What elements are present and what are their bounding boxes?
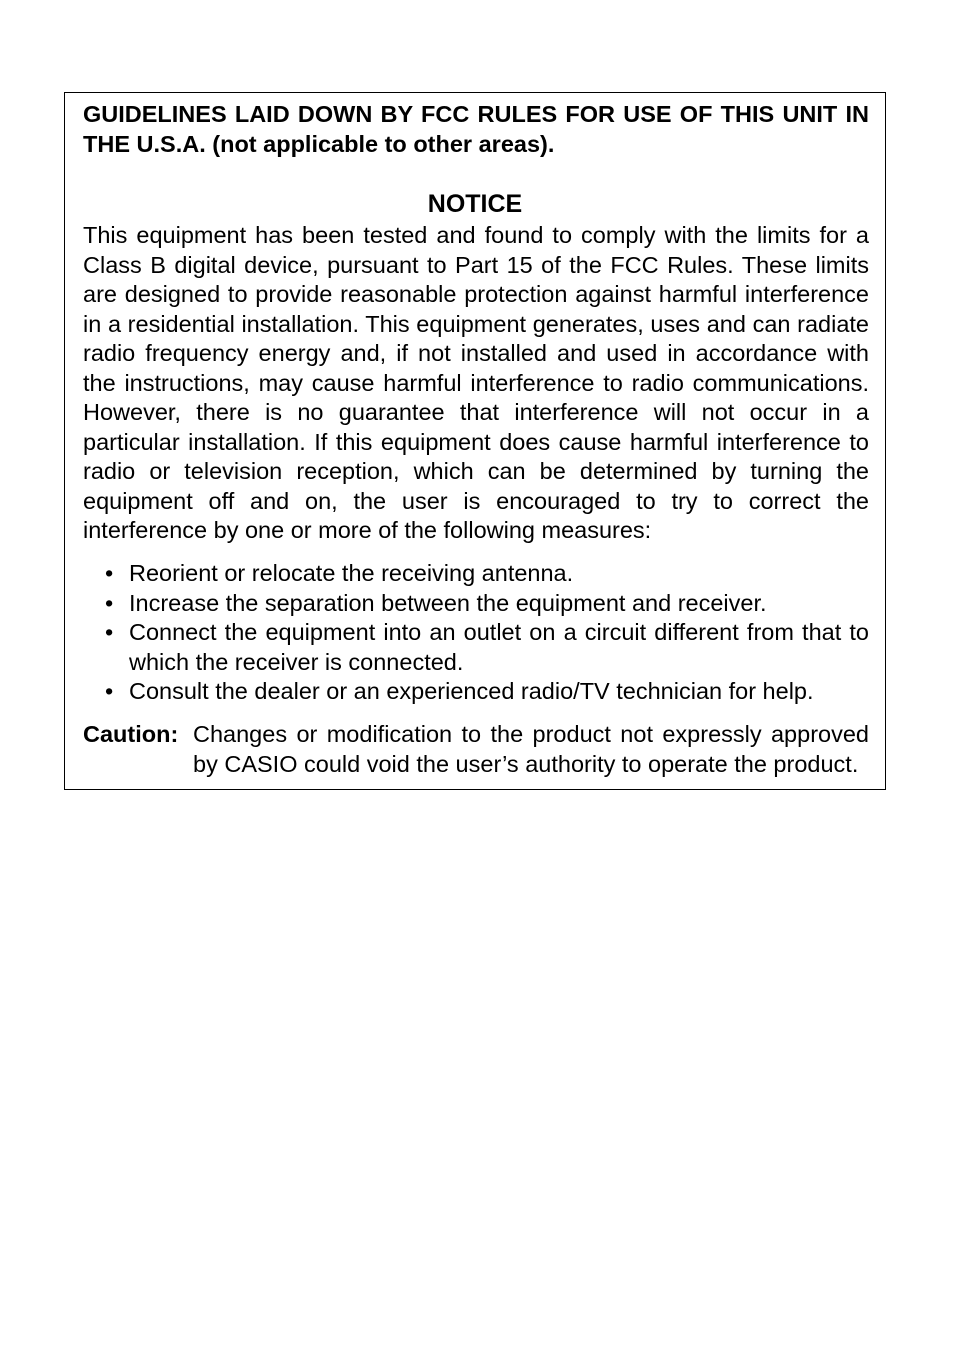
fcc-notice-box: [64, 92, 886, 790]
notice-body-paragraph: This equipment has been tested and found to comply with the limits for a Class B digital device, pursuant to Part 15 of the FCC Rules. These limits are designed to provide reasonable protection against harmful interference in a residential installation. This equipment generates, uses and can radiate radio frequency energy and, if not installed and used in accordance with the instructions, may cause harmful interference to radio communications. However, there is no guarantee that interference will not occur in a particular installation. If this equipment does cause harmful interference to radio or television reception, which can be determined by turning the equipment off and on, the user is encouraged to try to correct the interference by one or more of the following measures:: [83, 222, 869, 543]
list-item: [105, 559, 869, 589]
fcc-guidelines-heading: GUIDELINES LAID DOWN BY FCC RULES FOR USE OF THIS UNIT IN THE U.S.A. (not applicable to other areas).: [83, 101, 869, 157]
measure-text: Increase the separation between the equipment and receiver.: [129, 589, 767, 616]
measure-text: Reorient or relocate the receiving antenna.: [129, 560, 574, 586]
bullet-icon: •: [105, 560, 114, 586]
caution-block: [83, 720, 869, 779]
bullet-icon: •: [105, 678, 114, 704]
caution-label: Caution:: [83, 721, 179, 747]
measure-text: Consult the dealer or an experienced radio/TV technician for help.: [129, 678, 814, 704]
measure-text: Connect the equipment into an outlet on a circuit different from that to which the receiver is connected.: [129, 619, 869, 675]
list-item: [105, 618, 869, 677]
bullet-icon: •: [105, 619, 114, 645]
list-item: [105, 589, 869, 619]
caution-text: Changes or modification to the product not expressly approved by CASIO could void the user’s authority to operate the product.: [193, 721, 869, 777]
bullet-icon: •: [105, 589, 114, 616]
notice-title: NOTICE: [427, 190, 523, 218]
measures-list: [105, 559, 869, 707]
list-item: [105, 677, 869, 707]
